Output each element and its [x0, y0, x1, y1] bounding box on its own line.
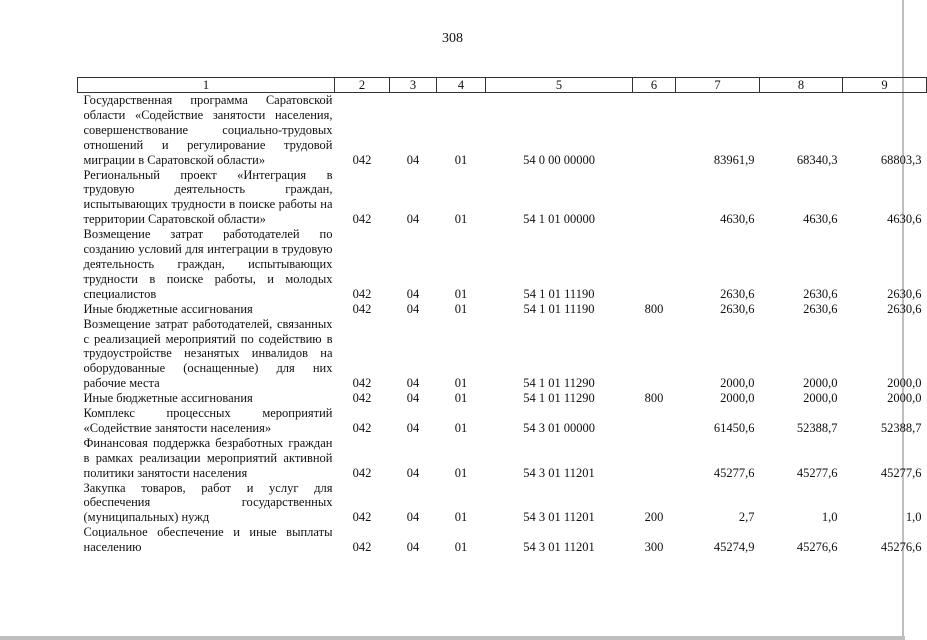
cell-amount-year3: 4630,6 — [887, 212, 922, 227]
cell-amount-year2: 2000,0 — [803, 391, 838, 406]
header-cell: 3 — [390, 78, 437, 93]
cell-section: 04 — [406, 376, 420, 391]
cell-amount-year3: 2000,0 — [887, 391, 922, 406]
header-row — [78, 78, 927, 93]
table-row — [78, 227, 927, 302]
table-row — [78, 525, 927, 555]
row-description: Комплекс процессных мероприятий «Содействие занятости населения» — [83, 406, 333, 435]
cell-amount-year2: 45277,6 — [796, 465, 838, 480]
cell-amount-year3: 45277,6 — [880, 465, 922, 480]
cell-section: 04 — [406, 286, 420, 301]
table-body — [78, 93, 927, 556]
cell-amount-year2: 4630,6 — [803, 212, 838, 227]
cell-expense-type: 200 — [644, 510, 664, 525]
cell-ministry: 042 — [352, 540, 372, 555]
cell-section: 04 — [406, 391, 420, 406]
cell-subsection: 01 — [454, 465, 468, 480]
cell-subsection: 01 — [454, 301, 468, 316]
cell-ministry: 042 — [352, 465, 372, 480]
cell-expense-type: 800 — [644, 391, 664, 406]
header-cell: 4 — [437, 78, 486, 93]
cell-ministry: 042 — [352, 376, 372, 391]
cell-target-article: 54 3 01 00000 — [523, 420, 595, 435]
header-cell: 6 — [633, 78, 676, 93]
cell-target-article: 54 1 01 11290 — [523, 391, 595, 406]
cell-amount-year1: 2630,6 — [720, 301, 755, 316]
cell-amount-year2: 68340,3 — [796, 152, 838, 167]
cell-subsection: 01 — [454, 152, 468, 167]
row-description: Финансовая поддержка безработных граждан в рамках реализации мероприятий активной политики занятости населения — [83, 435, 333, 480]
cell-subsection: 01 — [454, 540, 468, 555]
cell-expense-type — [633, 317, 676, 392]
cell-amount-year3: 2630,6 — [887, 301, 922, 316]
header-cell: 2 — [335, 78, 390, 93]
cell-ministry: 042 — [352, 152, 372, 167]
row-description: Иные бюджетные ассигнования — [83, 301, 253, 316]
cell-expense-type: 800 — [644, 301, 664, 316]
row-description: Возмещение затрат работодателей, связанных с реализацией мероприятий по содействию в трудоустройстве незанятых инвалидов на оборудованные (оснащенные) для них рабочие места — [83, 316, 333, 391]
cell-subsection: 01 — [454, 212, 468, 227]
row-description: Закупка товаров, работ и услуг для обеспечения государственных (муниципальных) нужд — [83, 480, 333, 525]
table-row — [78, 391, 927, 406]
cell-amount-year3: 2630,6 — [887, 286, 922, 301]
cell-target-article: 54 1 01 11190 — [523, 286, 595, 301]
cell-subsection: 01 — [454, 286, 468, 301]
cell-ministry: 042 — [352, 301, 372, 316]
cell-amount-year1: 2630,6 — [720, 286, 755, 301]
header-cell: 5 — [486, 78, 633, 93]
table-row — [78, 93, 927, 168]
cell-expense-type — [633, 436, 676, 481]
cell-amount-year2: 2630,6 — [803, 301, 838, 316]
cell-target-article: 54 1 01 11190 — [523, 301, 595, 316]
cell-amount-year3: 2000,0 — [887, 376, 922, 391]
cell-amount-year2: 2000,0 — [803, 376, 838, 391]
cell-subsection: 01 — [454, 420, 468, 435]
row-description: Возмещение затрат работодателей по созданию условий для интеграции в трудовую деятельность граждан, испытывающих трудности в поиске работы, и молодых специалистов — [83, 227, 333, 301]
row-description: Государственная программа Саратовской области «Содействие занятости населения, совершенствование социально-трудовых отношений и регулирование трудовой миграции в Саратовской области» — [83, 93, 333, 167]
cell-section: 04 — [406, 540, 420, 555]
budget-table — [77, 77, 927, 555]
header-cell: 1 — [78, 78, 335, 93]
cell-amount-year2: 1,0 — [821, 510, 838, 525]
cell-amount-year3: 1,0 — [905, 510, 922, 525]
cell-section: 04 — [406, 420, 420, 435]
cell-section: 04 — [406, 510, 420, 525]
cell-target-article: 54 1 01 00000 — [523, 212, 595, 227]
cell-section: 04 — [406, 301, 420, 316]
cell-subsection: 01 — [454, 510, 468, 525]
cell-amount-year3: 52388,7 — [880, 420, 922, 435]
cell-amount-year2: 45276,6 — [796, 540, 838, 555]
cell-expense-type — [633, 93, 676, 168]
cell-amount-year1: 2,7 — [738, 510, 755, 525]
table-row — [78, 168, 927, 228]
header-cell: 9 — [843, 78, 927, 93]
cell-expense-type — [633, 168, 676, 228]
cell-expense-type — [633, 406, 676, 436]
row-description: Региональный проект «Интеграция в трудовую деятельность граждан, испытывающих трудности в поиске работы на территории Саратовской области» — [83, 167, 333, 227]
table-row — [78, 481, 927, 526]
cell-ministry: 042 — [352, 391, 372, 406]
cell-amount-year1: 61450,6 — [713, 420, 755, 435]
cell-section: 04 — [406, 465, 420, 480]
cell-ministry: 042 — [352, 286, 372, 301]
cell-amount-year1: 2000,0 — [720, 376, 755, 391]
table-row — [78, 317, 927, 392]
cell-amount-year1: 45277,6 — [713, 465, 755, 480]
cell-amount-year3: 68803,3 — [880, 152, 922, 167]
cell-target-article: 54 1 01 11290 — [523, 376, 595, 391]
header-cell: 7 — [676, 78, 760, 93]
row-description: Социальное обеспечение и иные выплаты населению — [83, 525, 333, 555]
cell-target-article: 54 3 01 11201 — [523, 465, 595, 480]
header-cell: 8 — [760, 78, 843, 93]
cell-section: 04 — [406, 152, 420, 167]
cell-target-article: 54 3 01 11201 — [523, 510, 595, 525]
table-row — [78, 406, 927, 436]
cell-amount-year2: 52388,7 — [796, 420, 838, 435]
cell-target-article: 54 0 00 00000 — [523, 152, 595, 167]
cell-amount-year3: 45276,6 — [880, 540, 922, 555]
cell-ministry: 042 — [352, 420, 372, 435]
page-edge-bottom — [0, 636, 905, 640]
cell-amount-year1: 4630,6 — [720, 212, 755, 227]
cell-section: 04 — [406, 212, 420, 227]
page-number: 308 — [442, 31, 463, 46]
cell-amount-year1: 83961,9 — [713, 152, 755, 167]
cell-expense-type — [633, 227, 676, 302]
cell-amount-year2: 2630,6 — [803, 286, 838, 301]
cell-amount-year1: 2000,0 — [720, 391, 755, 406]
cell-ministry: 042 — [352, 212, 372, 227]
cell-ministry: 042 — [352, 510, 372, 525]
cell-target-article: 54 3 01 11201 — [523, 540, 595, 555]
table-header — [78, 78, 927, 93]
cell-subsection: 01 — [454, 391, 468, 406]
cell-subsection: 01 — [454, 376, 468, 391]
cell-amount-year1: 45274,9 — [713, 540, 755, 555]
row-description: Иные бюджетные ассигнования — [83, 391, 253, 406]
cell-expense-type: 300 — [644, 540, 664, 555]
table-row — [78, 436, 927, 481]
table-row — [78, 302, 927, 317]
